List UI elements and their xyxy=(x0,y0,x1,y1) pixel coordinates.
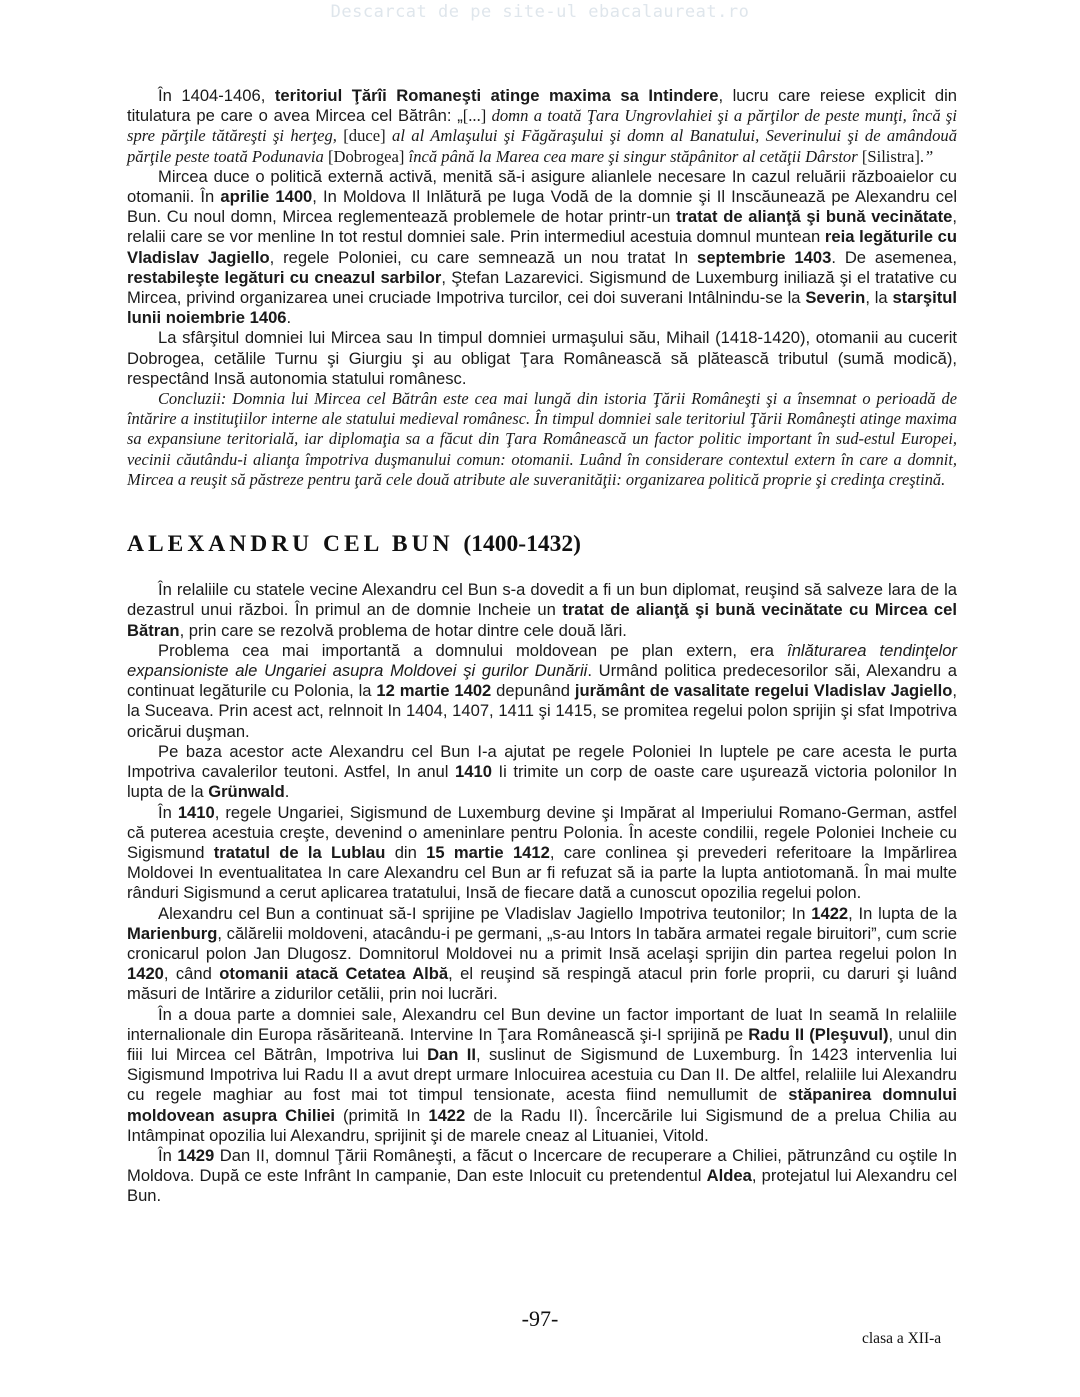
emphasis-text: Radu II (Pleşuvul) xyxy=(748,1024,889,1044)
text-run: . Urmând politica predecesorilor săi, Alexandru a continuat legăturile cu Polonia, la xyxy=(127,661,957,701)
emphasis-text: tratat de alianţă şi bună vecinătate xyxy=(676,207,953,227)
emphasis-text: Severin xyxy=(805,288,866,308)
text-run: , In lupta de la xyxy=(848,903,957,923)
text-run: În xyxy=(158,1145,178,1165)
text-run: [Dobrogea] xyxy=(327,146,409,166)
section-alexandru-cel-bun xyxy=(127,580,957,1206)
paragraph xyxy=(127,742,957,803)
emphasis-text: aprilie 1400 xyxy=(220,187,313,207)
text-run: domn a toată Ţara Ungrovlahiei şi a părţilor de peste munţi, încă şi spre părţile tătăreşti şi herţeg, xyxy=(127,106,957,146)
text-run: depunând xyxy=(491,681,575,701)
text-run: În a doua parte a domniei sale, Alexandru cel Bun devine un factor important de luat In seamă In relaliile internalionale din Europa răsăriteană. Intervine In Ţara Românească şi-I sprijină pe xyxy=(127,1004,957,1044)
emphasis-text: 12 martie 1402 xyxy=(376,681,492,701)
emphasis-text: stăpanirea domnului moldovean asupra Chiliei xyxy=(127,1085,957,1125)
text-run: , protejatul lui Alexandru cel Bun. xyxy=(127,1166,958,1206)
text-run: , prin care se rezolvă problema de hotar dintre cele două lări. xyxy=(179,620,627,640)
emphasis-text: Marienburg xyxy=(127,923,218,943)
text-run: Problema cea mai importantă a domnului moldovean pe plan extern, era xyxy=(158,640,788,660)
emphasis-text: Dan II xyxy=(427,1044,476,1064)
text-run: , când xyxy=(163,964,220,984)
text-run: , regele Ungariei, Sigismund de Luxemburg devine şi Impărat al Imperiului Romano-German, astfel că puterea acestuia creşte, devenind o ameninlare pentru Polonia. În aceste condilii, regele Poloniei Incheie cu Sigismund xyxy=(127,802,957,862)
text-run: din xyxy=(385,842,427,862)
text-run: Ii trimite un corp de oaste care uşurează victoria polonilor In lupta de la xyxy=(127,762,958,802)
emphasis-text: tratatul de la Lublau xyxy=(213,842,386,862)
paragraph xyxy=(127,1005,957,1146)
section-heading xyxy=(127,531,957,558)
text-run: , In Moldova Il Inlătură pe Iuga Vodă de la domnie şi Il Inscăunează pe Alexandru cel Bun. Cu noul domn, Mircea reglementează problemele de hotar printr-un xyxy=(127,187,958,227)
paragraph xyxy=(127,86,957,167)
text-run: . xyxy=(286,308,292,328)
emphasis-text: starşitul lunii noiembrie 1406 xyxy=(127,288,957,328)
text-run: de la Radu II). Încercările lui Sigismund de a prelua Chilia au Intâmpinat opozilia lui Alexandru, sprijinit şi de marele cneaz al Lituaniei, Vitold. xyxy=(127,1105,957,1145)
text-run: În xyxy=(158,802,178,822)
heading-years: (1400-1432) xyxy=(463,531,581,558)
emphasis-text: 1420 xyxy=(127,964,164,984)
emphasis-text: tratat de alianţă şi bună vecinătate cu Mircea cel Bătran xyxy=(127,600,957,640)
paragraph xyxy=(127,641,957,742)
text-run: Mircea duce o politică externă activă, menită să-i asigure alianlele necesare In cazul reluării războaielor cu otomanii. În xyxy=(127,166,957,207)
paragraph xyxy=(127,167,957,329)
text-run: Concluzii: Domnia lui Mircea cel Bătrân este cea mai lungă din istoria Ţării Româneşti şi a însemnat o perioadă de întărire a instituţiilor interne ale statului medieval românesc. În timpul domniei sale teritoriul Ţării Româneşti atinge maxima sa expansiune teritorială, iar diplomaţia sa a făcut din Ţara Românească un factor politic important în sud-estul Europei, vecinii căutându-i alianţa împotriva duşmanului comun: otomanii. Luând în considerare contextul extern în care a domnit, Mircea a reuşit să păstreze pentru ţară cele două atribute ale suveranităţii: organizarea politică proprie şi credinţa creştină. xyxy=(127,389,957,489)
paragraph xyxy=(127,803,957,904)
text-run: , relalii care se vor menline In tot restul domniei sale. Prin intermediul acestuia domnul muntean xyxy=(127,207,958,247)
emphasis-text: 15 martie 1412 xyxy=(426,842,550,862)
text-run: , la Suceava. Prin acest act, relnnoit In 1404, 1407, 1411 şi 1415, se promitea regelui polon sprijin şi sfat Impotriva oricărui duşman. xyxy=(127,681,957,741)
text-run: (primită In xyxy=(334,1105,429,1125)
section-mircea-conclusion xyxy=(127,86,957,490)
text-run: , regele Poloniei, cu care semnează un nou tratat In xyxy=(269,247,697,267)
text-run: , unul din fiii lui Mircea cel Bătrân, Impotriva lui xyxy=(127,1024,957,1064)
emphasis-text: Grünwald xyxy=(208,782,285,802)
paragraph xyxy=(127,1146,957,1207)
emphasis-text: 1429 xyxy=(177,1145,215,1165)
emphasis-text: reia legăturile cu Vladislav Jagiello xyxy=(127,227,957,267)
emphasis-text: Aldea xyxy=(706,1166,752,1186)
emphasis-text: septembrie 1403 xyxy=(696,247,832,267)
text-run: În relaliile cu statele vecine Alexandru cel Bun s-a dovedit a fi un bun diplomat, reuşind să salveze lara de la dezastrul unui război. În primul an de domnie Incheie un xyxy=(127,580,957,620)
text-run: . De asemenea, xyxy=(831,247,958,267)
paragraph xyxy=(127,580,957,641)
watermark: Descarcat de pe site-ul ebacalaureat.ro xyxy=(330,2,750,22)
paragraph xyxy=(127,328,957,389)
text-run: Dan II, domnul Ţării Româneşti, a făcut o Incercare de recuperare a Chiliei, pătrunzând cu oştile In Moldova. După ce este Infrânt In campanie, Dan este Inlocuit cu pretendentul xyxy=(127,1145,958,1186)
class-label: clasa a XII-a xyxy=(862,1330,942,1347)
emphasis-text: restabileşte legături cu cneazul sarbilor xyxy=(127,267,442,287)
emphasis-text: 1410 xyxy=(177,802,215,822)
emphasis-text: 1410 xyxy=(455,762,492,782)
text-run: ” xyxy=(924,146,934,166)
text-run: . xyxy=(284,782,290,802)
text-run: , lucru care reiese explicit din titulatura pe care o avea Mircea cel Bătrân: „ xyxy=(127,86,958,126)
emphasis-text: teritoriul Ţărîi Romaneşti atinge maxima sa Intindere xyxy=(274,86,719,105)
emphasis-text: 1422 xyxy=(428,1105,466,1125)
text-run: al al Amlaşului şi Făgăraşului şi domn al Banatului, Severinului şi de amândouă părţile peste toată Podunavia xyxy=(127,126,957,166)
page-number: -97- xyxy=(521,1306,559,1331)
paragraph xyxy=(127,904,957,1005)
emphasis-text: 1422 xyxy=(811,903,849,923)
paragraph xyxy=(127,389,957,490)
text-run: , suslinut de Sigismund de Luxemburg. În 1423 intervenlia lui Sigismund Impotriva lui Radu II a avut drept urmare Inlocuirea acestuia cu Dan II. De altfel, relaliile lui Alexandru cu regele maghiar au fost mai tot timpul tensionate, acesta fiind nemullumit de xyxy=(127,1044,958,1105)
text-run: , care conlinea şi prevederi referitoare la Impărlirea Moldovei In eventualitatea In care Alexandru cel Bun ar fi refuzat să ia parte la lupta antiotomană. În mai multe rânduri Sigismund a cerut aplicarea tratatului, Insă de fiecare dată a cunoscut opozilia regelui polon. xyxy=(127,842,957,903)
text-run: Alexandru cel Bun a continuat să-I sprijine pe Vladislav Jagiello Impotriva teutonilor; In xyxy=(158,903,812,923)
text-run: [...] xyxy=(462,106,492,126)
text-run: , la xyxy=(865,288,893,308)
text-run: încă până la Marea cea mare şi singur stăpânitor al cetăţii Dârstor xyxy=(408,146,862,166)
heading-name: ALEXANDRU CEL BUN xyxy=(127,531,454,558)
emphasis-text: otomanii atacă Cetatea Albă xyxy=(219,964,449,984)
text-run: , el reuşind să respingă atacul prin forle proprii, cu daruri şi luând măsuri de Intărire a zidurilor cetălii, prin noi lucrări. xyxy=(127,964,958,1004)
text-run: În 1404-1406, xyxy=(158,86,275,105)
text-run: Pe baza acestor acte Alexandru cel Bun I-a ajutat pe regele Poloniei In luptele pe care acesta le purta Impotriva cavalerilor teutoni. Astfel, In anul xyxy=(127,741,957,782)
text-run: , călărelii moldoveni, atacându-i pe germani, „s-au Intors In tabăra armatei regale biruitori”, cum scrie cronicarul polon Jan Dlugosz. Domnitorul Moldovei nu a primit Insă acelaşi sprijin din partea regelui polon In xyxy=(127,923,957,963)
text-run: , Ştefan Lazarevici. Sigismund de Luxemburg iniliază şi el tratative cu Mircea, privind organizarea unei cruciade Impotriva turcilor, cei doi suverani Intâlnindu-se la xyxy=(127,267,957,308)
emphasis-text: jurământ de vasalitate regelui Vladislav Jagiello xyxy=(574,681,953,701)
text-run: [duce] xyxy=(343,126,393,146)
document-page xyxy=(127,86,957,1207)
text-run: [Silistra]. xyxy=(861,146,925,166)
text-run: La sfârşitul domniei lui Mircea sau In timpul domniei urmaşului său, Mihail (1418-1420), otomanii au cucerit Dobrogea, cetălile Turnu şi Giurgiu şi au obligat Ţara Românească să plătească tributul (sumă modică), respectând Insă autonomia statului românesc. xyxy=(127,328,957,388)
text-run: înlăturarea tendinţelor expansioniste ale Ungariei asupra Moldovei şi gurilor Dunării xyxy=(127,640,957,681)
